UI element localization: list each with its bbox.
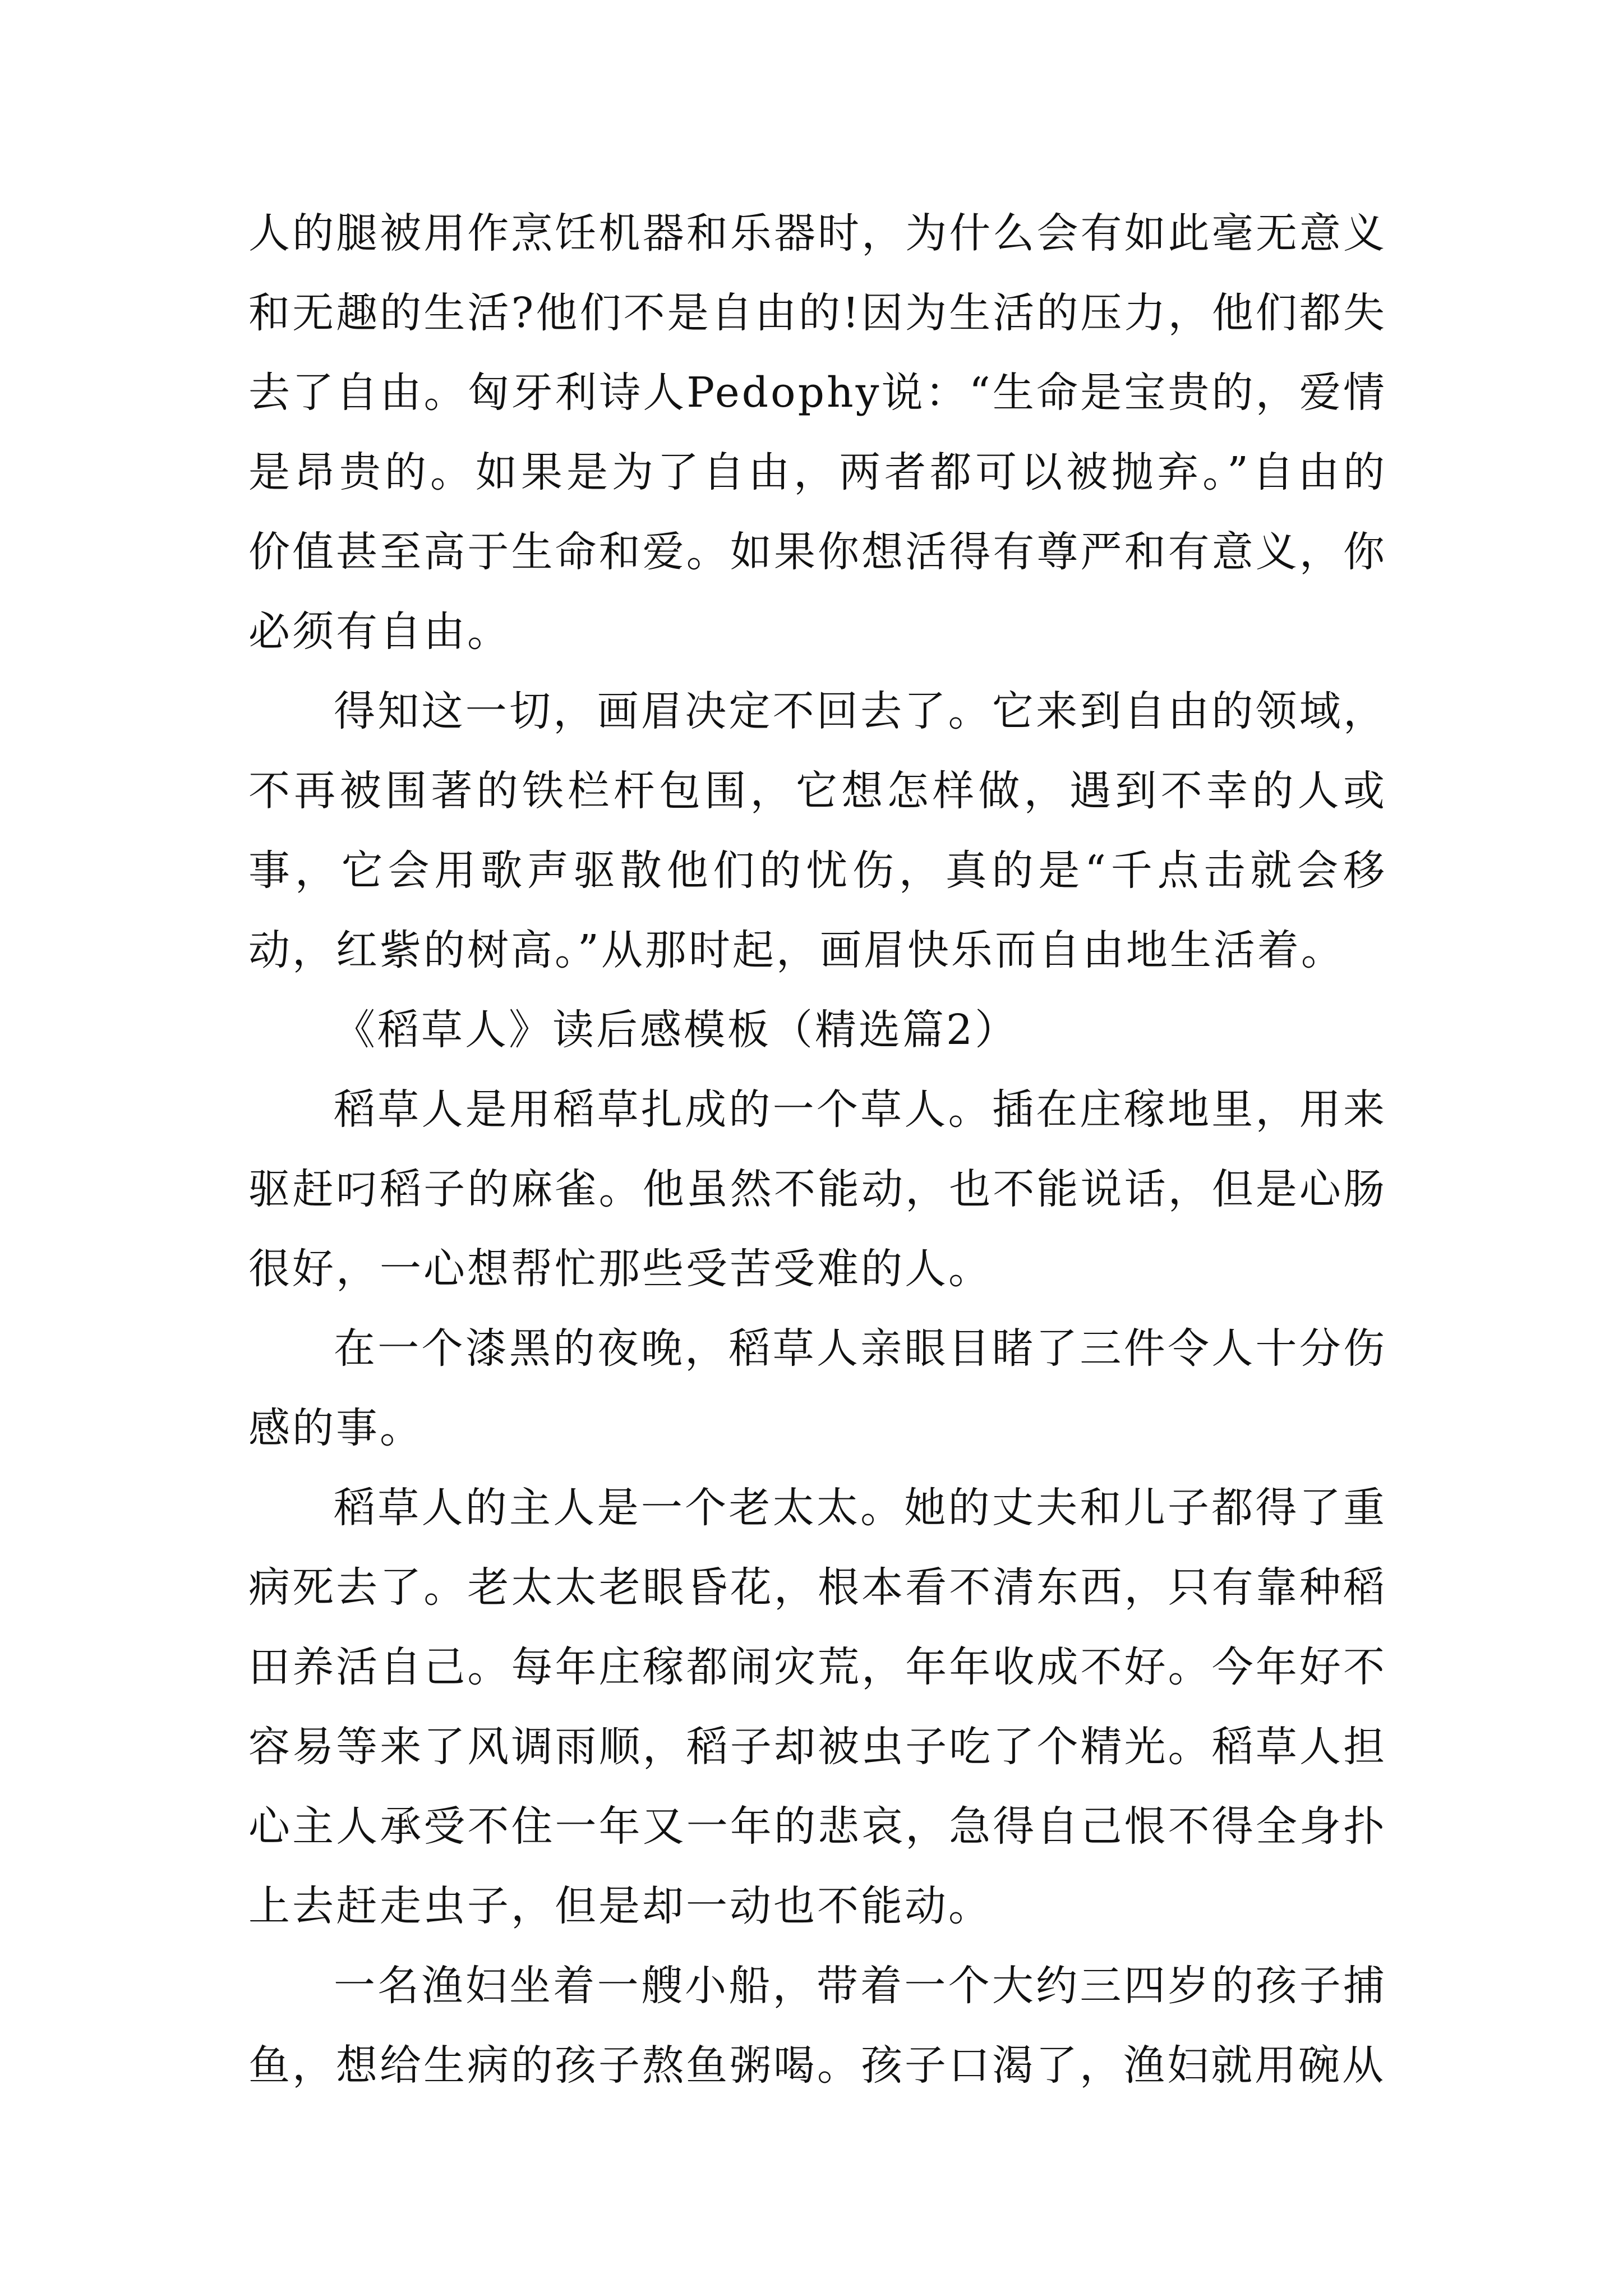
- paragraph-continued: 人的腿被用作烹饪机器和乐器时，为什么会有如此毫无意义和无趣的生活?他们不是自由的!因为生活的压力，他们都失去了自由。匈牙利诗人Pedophy说：“生命是宝贵的，爱情是昂贵的。如果是为了自由，两者都可以被抛弃。”自由的价值甚至高于生命和爱。如果你想活得有尊严和有意义，你必须有自由。: [248, 209, 1387, 656]
- paragraph: 稻草人是用稻草扎成的一个草人。插在庄稼地里，用来驱赶叼稻子的麻雀。他虽然不能动，也不能说话，但是心肠很好，一心想帮忙那些受苦受难的人。: [248, 1085, 1387, 1293]
- paragraph: 在一个漆黑的夜晚，稻草人亲眼目睹了三件令人十分伤感的事。: [248, 1324, 1387, 1452]
- paragraph: 得知这一切，画眉决定不回去了。它来到自由的领域，不再被围著的铁栏杆包围，它想怎样做，遇到不幸的人或事，它会用歌声驱散他们的忧伤，真的是“千点击就会移动，红紫的树高。”从那时起，画眉快乐而自由地生活着。: [248, 687, 1387, 974]
- paragraph: 一名渔妇坐着一艘小船，带着一个大约三四岁的孩子捕鱼，想给生病的孩子熬鱼粥喝。孩子口渴了，渔妇就用碗从: [248, 1962, 1387, 2090]
- section-heading: 《稻草人》读后感模板（精选篇2）: [334, 1006, 1019, 1054]
- document-body: [248, 194, 1387, 2105]
- paragraph: 稻草人的主人是一个老太太。她的丈夫和儿子都得了重病死去了。老太太老眼昏花，根本看不清东西，只有靠种稻田养活自己。每年庄稼都闹灾荒，年年收成不好。今年好不容易等来了风调雨顺，稻子却被虫子吃了个精光。稻草人担心主人承受不住一年又一年的悲哀，急得自己恨不得全身扑上去赶走虫子，但是却一动也不能动。: [248, 1484, 1387, 1930]
